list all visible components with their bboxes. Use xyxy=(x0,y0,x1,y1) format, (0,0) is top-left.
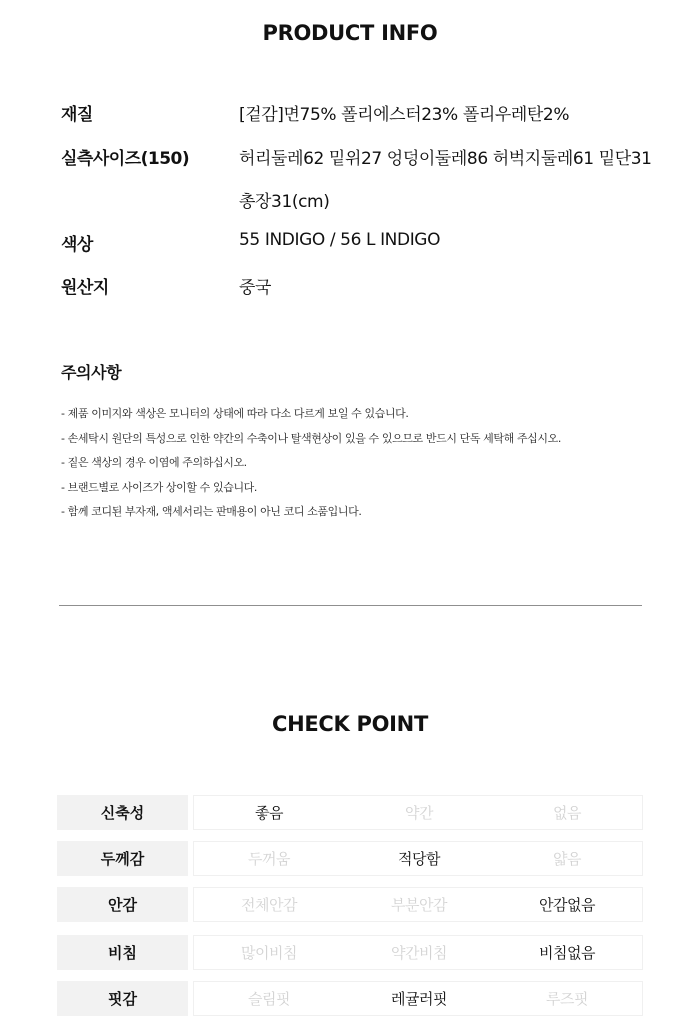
check-option: 적당함 xyxy=(398,850,440,868)
check-option: 안감없음 xyxy=(539,896,595,914)
info-label: 실측사이즈(150) xyxy=(61,149,190,169)
check-option: 슬림핏 xyxy=(248,990,290,1008)
check-option: 약간비침 xyxy=(391,944,447,962)
check-row-thickness xyxy=(57,841,643,876)
info-value: 중국 xyxy=(239,278,272,298)
caution-note: - 함께 코디된 부자재, 액세서리는 판매용이 아닌 코디 소품입니다. xyxy=(61,505,362,519)
check-option: 없음 xyxy=(553,804,581,822)
info-value: 55 INDIGO / 56 L INDIGO xyxy=(239,230,441,250)
check-options xyxy=(193,841,643,876)
info-label: 재질 xyxy=(61,105,93,125)
info-label: 원산지 xyxy=(61,278,109,298)
check-option: 루즈핏 xyxy=(546,990,588,1008)
check-options xyxy=(193,981,643,1016)
check-option: 부분안감 xyxy=(391,896,447,914)
info-value: 허리둘레62 밑위27 엉덩이둘레86 허벅지둘레61 밑단31 xyxy=(239,149,652,169)
check-row-stretch xyxy=(57,795,643,830)
check-options xyxy=(193,795,643,830)
info-value: [겉감]면75% 폴리에스터23% 폴리우레탄2% xyxy=(239,105,570,125)
caution-title: 주의사항 xyxy=(61,363,122,382)
caution-note: - 짙은 색상의 경우 이염에 주의하십시오. xyxy=(61,456,247,470)
check-option: 레귤러핏 xyxy=(391,990,447,1008)
caution-note: - 손세탁시 원단의 특성으로 인한 약간의 수축이나 탈색현상이 있을 수 있으므로 반드시 단독 세탁해 주십시오. xyxy=(61,431,561,445)
check-label: 신축성 xyxy=(57,795,188,830)
check-option: 비침없음 xyxy=(539,944,595,962)
caution-note: - 브랜드별로 사이즈가 상이할 수 있습니다. xyxy=(61,480,257,494)
check-point-title: CHECK POINT xyxy=(272,712,428,736)
check-option: 좋음 xyxy=(255,804,283,822)
check-row-sheerness xyxy=(57,935,643,970)
caution-note: - 제품 이미지와 색상은 모니터의 상태에 따라 다소 다르게 보일 수 있습니다. xyxy=(61,407,409,420)
check-options xyxy=(193,935,643,970)
info-label: 색상 xyxy=(61,235,93,255)
check-label: 핏감 xyxy=(57,981,188,1016)
info-value: 총장31(cm) xyxy=(239,192,330,212)
check-option: 약간 xyxy=(405,804,433,822)
check-option: 많이비침 xyxy=(241,944,297,962)
check-row-fit xyxy=(57,981,643,1016)
check-row-lining xyxy=(57,887,643,922)
check-option: 전체안감 xyxy=(241,896,297,914)
check-option: 얇음 xyxy=(553,850,581,868)
check-option: 두꺼움 xyxy=(248,850,290,868)
check-options xyxy=(193,887,643,922)
section-divider xyxy=(59,605,642,606)
check-label: 두께감 xyxy=(57,841,188,876)
caution-notes xyxy=(61,406,561,529)
product-info-title: PRODUCT INFO xyxy=(262,21,438,45)
check-label: 안감 xyxy=(57,887,188,922)
check-label: 비침 xyxy=(57,935,188,970)
